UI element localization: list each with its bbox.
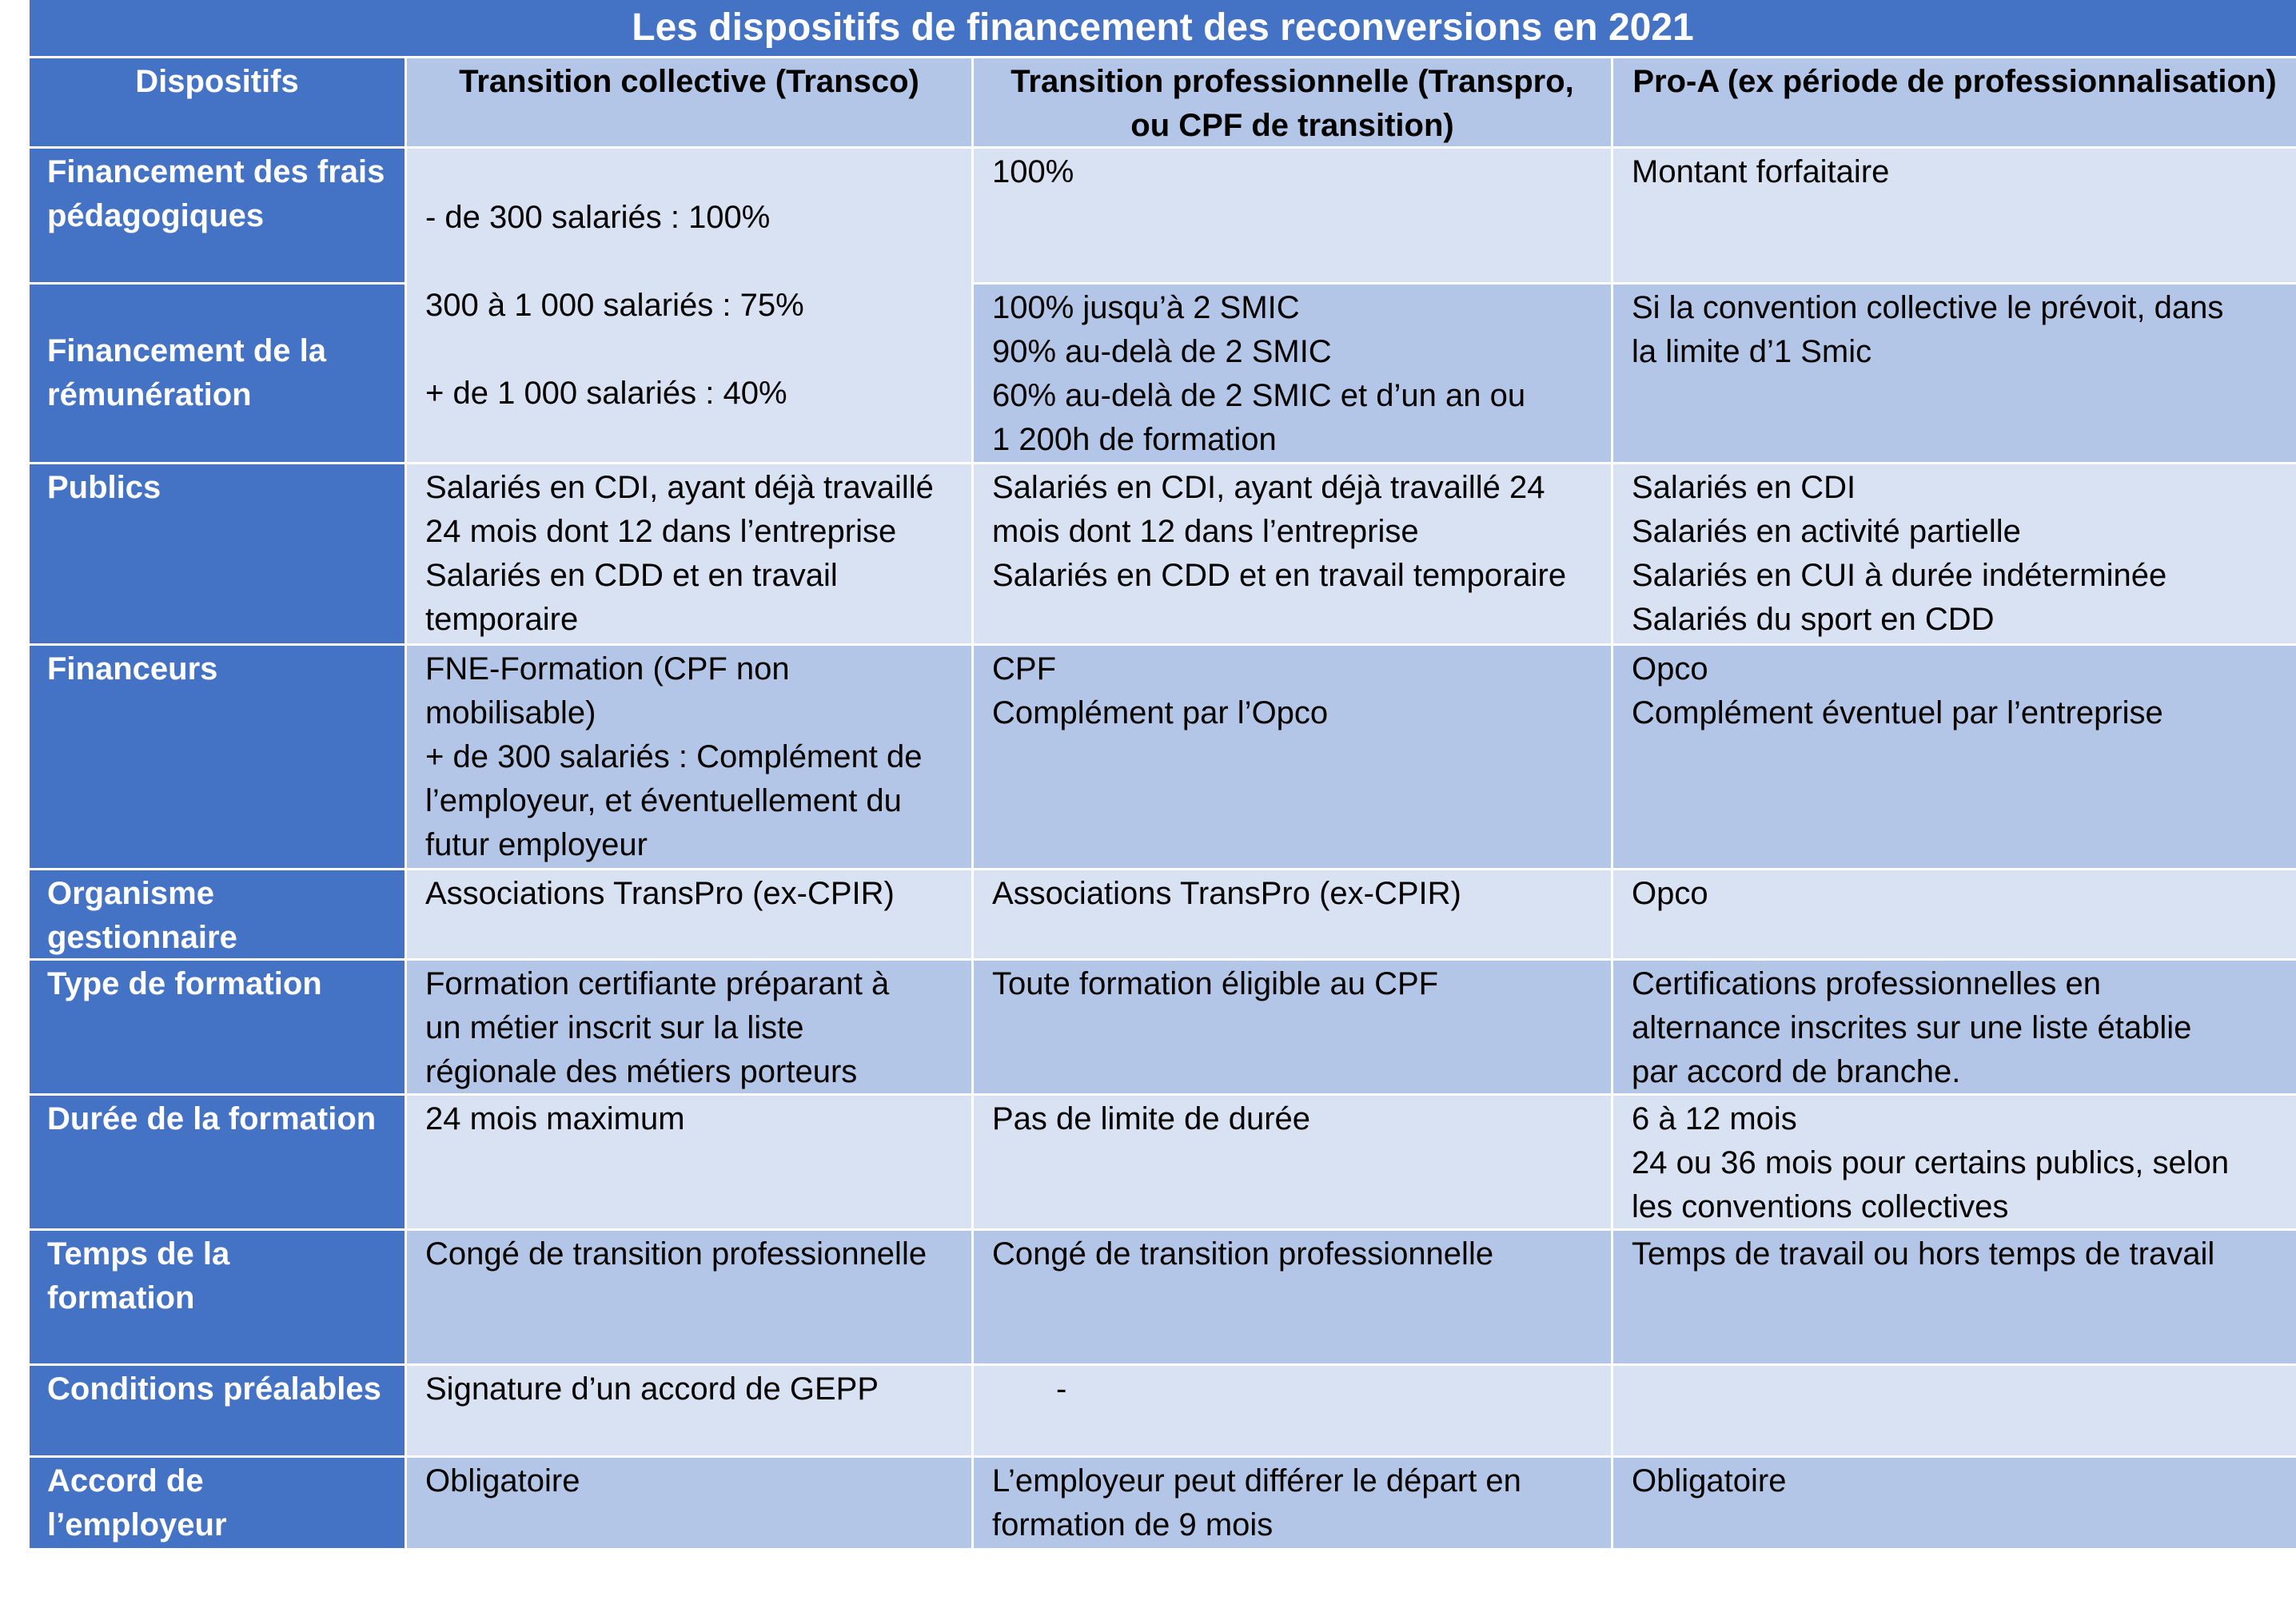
cell-text-line: Salariés en CUI à durée indéterminée xyxy=(1632,558,2167,593)
cell-transpro-accord xyxy=(974,1458,1611,1548)
cell-text-line: L’employeur peut différer le départ en xyxy=(992,1463,1521,1499)
cell-proa-type xyxy=(1613,961,2296,1093)
row-label-type-formation xyxy=(30,961,405,1093)
cell-transco-financement xyxy=(407,149,971,462)
cell-text-line: Salariés du sport en CDD xyxy=(1632,602,1995,637)
cell-transpro-duree xyxy=(974,1096,1611,1228)
cell-transco-organisme xyxy=(407,870,971,958)
cell-text-line: Temps de travail ou hors temps de travail xyxy=(1632,1236,2215,1272)
cell-text-line: temporaire xyxy=(425,602,579,637)
cell-text-line: Toute formation éligible au CPF xyxy=(992,966,1439,1001)
column-header-text: Transition collective (Transco) xyxy=(459,64,919,99)
row-label-temps xyxy=(30,1231,405,1363)
row-label-text: Financeurs xyxy=(47,651,218,687)
cell-transpro-remuneration xyxy=(974,285,1611,462)
row-label-duree xyxy=(30,1096,405,1228)
row-label-text: Financement des frais xyxy=(47,154,385,189)
cell-text-line: Opco xyxy=(1632,651,1708,687)
cell-text-line: Salariés en CDI, ayant déjà travaillé 24 xyxy=(992,470,1545,505)
cell-text-line: 24 mois maximum xyxy=(425,1101,685,1136)
cell-text-line: Salariés en CDI xyxy=(1632,470,1856,505)
cell-transpro-temps xyxy=(974,1231,1611,1363)
column-header-text: Pro-A (ex période de professionnalisation) xyxy=(1632,64,2277,99)
row-label-financeurs xyxy=(30,646,405,868)
cell-text-line: l’employeur, et éventuellement du xyxy=(425,783,902,818)
cell-text-line: 90% au-delà de 2 SMIC xyxy=(992,334,1332,369)
cell-text-line: + de 300 salariés : Complément de xyxy=(425,739,923,774)
cell-text-line: Salariés en CDI, ayant déjà travaillé xyxy=(425,470,934,505)
cell-text-line: 300 à 1 000 salariés : 75% xyxy=(425,287,804,323)
cell-text-line: Obligatoire xyxy=(1632,1463,1787,1499)
row-label-text: pédagogiques xyxy=(47,198,265,233)
row-label-frais-pedagogiques xyxy=(30,149,405,282)
cell-text-line: CPF xyxy=(992,651,1056,687)
cell-transco-accord xyxy=(407,1458,971,1548)
row-label-conditions xyxy=(30,1366,405,1455)
cell-text-line: Si la convention collective le prévoit, dans xyxy=(1632,290,2224,325)
cell-text-line: Salariés en CDD et en travail temporaire xyxy=(992,558,1567,593)
cell-transco-type xyxy=(407,961,971,1093)
cell-text-line: Formation certifiante préparant à xyxy=(425,966,890,1001)
cell-text-line: Salariés en activité partielle xyxy=(1632,514,2021,549)
cell-text-line: les conventions collectives xyxy=(1632,1189,2009,1224)
column-header-transpro xyxy=(974,58,1611,146)
cell-proa-conditions xyxy=(1613,1366,2296,1455)
cell-text-line: Obligatoire xyxy=(425,1463,580,1499)
cell-text-line: futur employeur xyxy=(425,827,648,862)
cell-proa-remuneration xyxy=(1613,285,2296,462)
cell-transco-financeurs xyxy=(407,646,971,868)
cell-text-line: Signature d’un accord de GEPP xyxy=(425,1371,879,1407)
cell-proa-publics xyxy=(1613,464,2296,643)
row-label-text: gestionnaire xyxy=(47,920,237,955)
cell-text-line: 100% xyxy=(992,154,1074,189)
column-header-transco xyxy=(407,58,971,146)
cell-transpro-conditions xyxy=(974,1366,1611,1455)
cell-transpro-type xyxy=(974,961,1611,1093)
cell-proa-frais xyxy=(1613,149,2296,282)
row-label-remuneration xyxy=(30,285,405,462)
cell-text-line: mobilisable) xyxy=(425,695,596,730)
column-header-dispositifs xyxy=(30,58,405,146)
cell-text-line: par accord de branche. xyxy=(1632,1054,1961,1089)
row-label-text: rémunération xyxy=(47,377,252,412)
cell-text-line: Associations TransPro (ex-CPIR) xyxy=(425,876,895,911)
cell-text-line: 1 200h de formation xyxy=(992,422,1277,457)
cell-text-line: 60% au-delà de 2 SMIC et d’un an ou xyxy=(992,378,1526,413)
cell-transpro-publics xyxy=(974,464,1611,643)
cell-proa-organisme xyxy=(1613,870,2296,958)
cell-transpro-financeurs xyxy=(974,646,1611,868)
cell-text-line: + de 1 000 salariés : 40% xyxy=(425,375,787,411)
row-label-text: Publics xyxy=(47,470,161,505)
cell-text-line: 24 ou 36 mois pour certains publics, selon xyxy=(1632,1145,2230,1180)
financing-table xyxy=(30,58,2296,1548)
cell-text-line: - de 300 salariés : 100% xyxy=(425,199,771,235)
column-header-text: Dispositifs xyxy=(135,64,299,99)
cell-text-line: 100% jusqu’à 2 SMIC xyxy=(992,290,1300,325)
cell-transco-conditions xyxy=(407,1366,971,1455)
row-label-text: formation xyxy=(47,1280,195,1315)
cell-text-line: 24 mois dont 12 dans l’entreprise xyxy=(425,514,897,549)
cell-text-line: FNE-Formation (CPF non xyxy=(425,651,790,687)
column-header-text: ou CPF de transition) xyxy=(1130,108,1454,143)
cell-text-line: mois dont 12 dans l’entreprise xyxy=(992,514,1419,549)
cell-transco-publics xyxy=(407,464,971,643)
cell-text-line: régionale des métiers porteurs xyxy=(425,1054,858,1089)
cell-text-line: Associations TransPro (ex-CPIR) xyxy=(992,876,1461,911)
row-label-text: Temps de la xyxy=(47,1236,230,1272)
row-label-text: Conditions préalables xyxy=(47,1371,381,1407)
row-label-text: l’employeur xyxy=(47,1507,227,1542)
column-header-proa xyxy=(1613,58,2296,146)
cell-transco-duree xyxy=(407,1096,971,1228)
table-title: Les dispositifs de financement des reconversions en 2021 xyxy=(30,0,2296,56)
cell-text-line: Congé de transition professionnelle xyxy=(992,1236,1494,1272)
cell-text-line: la limite d’1 Smic xyxy=(1632,334,1872,369)
cell-proa-financeurs xyxy=(1613,646,2296,868)
row-label-organisme xyxy=(30,870,405,958)
row-label-text: Type de formation xyxy=(47,966,322,1001)
cell-text-line: Pas de limite de durée xyxy=(992,1101,1311,1136)
cell-text-line: Complément par l’Opco xyxy=(992,695,1329,730)
cell-text-line: formation de 9 mois xyxy=(992,1507,1274,1542)
cell-proa-duree xyxy=(1613,1096,2296,1228)
cell-proa-temps xyxy=(1613,1231,2296,1363)
cell-text-line: Salariés en CDD et en travail xyxy=(425,558,838,593)
cell-proa-accord xyxy=(1613,1458,2296,1548)
cell-text-line: Opco xyxy=(1632,876,1708,911)
document xyxy=(30,0,2296,1548)
cell-text-line: alternance inscrites sur une liste établie xyxy=(1632,1010,2192,1045)
row-label-publics xyxy=(30,464,405,643)
cell-text-line: Montant forfaitaire xyxy=(1632,154,1890,189)
cell-text-line: Certifications professionnelles en xyxy=(1632,966,2101,1001)
cell-transpro-frais xyxy=(974,149,1611,282)
column-header-text: Transition professionnelle (Transpro, xyxy=(1010,64,1574,99)
cell-text-line: Complément éventuel par l’entreprise xyxy=(1632,695,2163,730)
row-label-text: Financement de la xyxy=(47,333,326,368)
row-label-text: Organisme xyxy=(47,876,214,911)
cell-transpro-organisme xyxy=(974,870,1611,958)
cell-text-line: un métier inscrit sur la liste xyxy=(425,1010,804,1045)
row-label-text: Accord de xyxy=(47,1463,204,1499)
cell-transco-temps xyxy=(407,1231,971,1363)
cell-text-line: - xyxy=(1056,1371,1067,1407)
cell-text-line: Congé de transition professionnelle xyxy=(425,1236,927,1272)
row-label-accord xyxy=(30,1458,405,1548)
cell-text-line: 6 à 12 mois xyxy=(1632,1101,1797,1136)
row-label-text: Durée de la formation xyxy=(47,1101,377,1136)
